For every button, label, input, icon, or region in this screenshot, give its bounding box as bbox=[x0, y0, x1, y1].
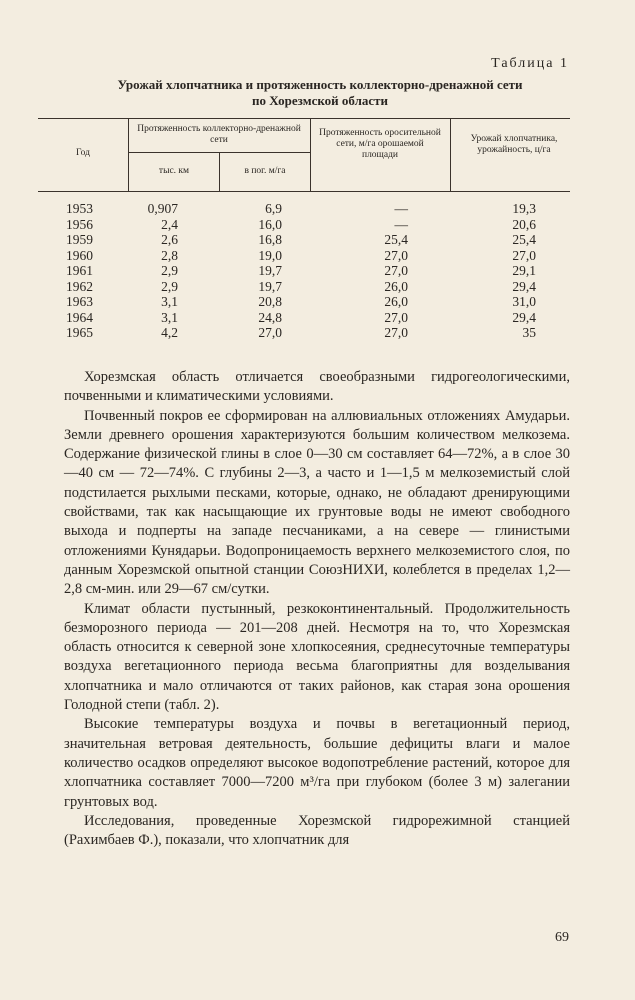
table-row bbox=[38, 201, 570, 217]
table-row bbox=[38, 217, 570, 233]
cell-km: 3,1 bbox=[161, 309, 178, 325]
cell-yield: 27,0 bbox=[512, 247, 536, 263]
body-text bbox=[64, 368, 570, 850]
cell-year: 1956 bbox=[66, 216, 93, 232]
paragraph: Хорезмская область отличается своеобразными гидрогеологическими, почвенными и климатическими условиями. bbox=[64, 369, 570, 405]
cell-pog: 24,8 bbox=[258, 309, 282, 325]
cell-yield: 29,1 bbox=[512, 263, 536, 278]
cell-yield: 29,4 bbox=[512, 309, 536, 325]
page-number: 69 bbox=[555, 930, 569, 945]
table-row bbox=[38, 310, 570, 326]
cell-irrigation: 27,0 bbox=[384, 325, 408, 340]
table-row bbox=[38, 294, 570, 310]
cell-km: 2,8 bbox=[161, 247, 178, 263]
cell-yield: 31,0 bbox=[512, 294, 536, 309]
table-header-rule bbox=[38, 191, 570, 192]
table-body bbox=[38, 201, 570, 341]
table-label: Таблица 1 bbox=[491, 56, 569, 71]
cell-pog: 19,0 bbox=[258, 247, 282, 263]
cell-km: 2,6 bbox=[161, 232, 178, 247]
cell-year: 1962 bbox=[66, 278, 93, 294]
cell-km: 4,2 bbox=[161, 325, 178, 340]
cell-year: 1959 bbox=[66, 232, 93, 247]
table-title bbox=[40, 77, 600, 109]
header-collector-group: Протяженность коллекторно-дренажной сети bbox=[137, 124, 301, 145]
cell-km: 0,907 bbox=[147, 201, 178, 216]
cell-km: 3,1 bbox=[161, 294, 178, 309]
paragraph: Почвенный покров ее сформирован на аллювиальных отложениях Амударьи. Земли древнего орошения характеризуются большим количеством мелкозема. Содержание физической глины в слое 0—30 см составляет 64—72%, а в слое 30—40 см — 72—74%. С глубины 2—3, а часто и 1—1,5 м мелкоземистый слой подстилается рыхлыми песками, которые, однако, не обладают дренирующими свойствами, так как насыщающие их грунтовые воды не имеют свободного выхода и подперты на западе песчаниками, а на севере — глинистыми отложениями Кунядарьи. Водопроницаемость верхнего мелкоземистого слоя, по данным Хорезмской опытной станции СоюзНИХИ, колеблется в пределах 1,2—2,8 см-мин. или 29—67 см/сутки. bbox=[64, 407, 570, 598]
cell-pog: 27,0 bbox=[258, 325, 282, 340]
cell-irrigation: 26,0 bbox=[384, 278, 408, 294]
cell-year: 1965 bbox=[66, 325, 93, 340]
table-row bbox=[38, 263, 570, 279]
cell-yield: 20,6 bbox=[512, 216, 536, 232]
header-pog: в пог. м/га bbox=[244, 166, 286, 176]
table-row bbox=[38, 325, 570, 341]
cell-yield: 35 bbox=[522, 325, 536, 340]
table-col-divider bbox=[450, 118, 451, 191]
cell-km: 2,4 bbox=[161, 216, 178, 232]
cell-yield: 19,3 bbox=[512, 201, 536, 216]
cell-km: 2,9 bbox=[161, 263, 178, 278]
cell-irrigation: 27,0 bbox=[384, 309, 408, 325]
header-irrigation: Протяженность оросительной сети, м/га орошаемой площади bbox=[319, 128, 441, 160]
table-col-divider bbox=[219, 152, 220, 191]
cell-irrigation: 27,0 bbox=[384, 247, 408, 263]
cell-year: 1961 bbox=[66, 263, 93, 278]
table-title-line: по Хорезмской области bbox=[251, 93, 389, 108]
cell-irrigation: 25,4 bbox=[384, 232, 408, 247]
cell-pog: 16,0 bbox=[258, 216, 282, 232]
cell-pog: 20,8 bbox=[258, 294, 282, 309]
table-title-line: Урожай хлопчатника и протяженность коллекторно-дренажной сети bbox=[117, 77, 523, 92]
table-row bbox=[38, 248, 570, 264]
table-col-divider bbox=[128, 118, 129, 191]
cell-yield: 29,4 bbox=[512, 278, 536, 294]
cell-year: 1960 bbox=[66, 247, 93, 263]
table-row bbox=[38, 232, 570, 248]
header-year: Год bbox=[76, 148, 90, 158]
paragraph: Высокие температуры воздуха и почвы в вегетационный период, значительная ветровая деятельность, большие дефициты влаги и малое количество осадков определяют высокое водопотребление растений, которое для хлопчатника составляет 7000—7200 м³/га при глубоком (более 3 м) залегании грунтовых вод. bbox=[64, 716, 570, 810]
paragraph: Исследования, проведенные Хорезмской гидрорежимной станцией (Рахимбаев Ф.), показали, что хлопчатник для bbox=[64, 812, 570, 849]
cell-yield: 25,4 bbox=[512, 232, 536, 247]
table-top-rule bbox=[38, 118, 570, 119]
paragraph: Климат области пустынный, резкоконтинентальный. Продолжительность безморозного периода — 201—208 дней. Несмотря на то, что Хорезмская область относится к северной зоне хлопкосеяния, среднесуточные температуры воздуха вегетационного периода весьма благоприятны для возделывания хлопчатника и мало отличаются от таких районов, как старая зона орошения Голодной степи (табл. 2). bbox=[64, 600, 570, 714]
cell-year: 1964 bbox=[66, 309, 93, 325]
cell-irrigation: — bbox=[394, 201, 408, 216]
cell-km: 2,9 bbox=[161, 278, 178, 294]
header-yield: Урожай хлопчатника, урожайность, ц/га bbox=[470, 134, 558, 155]
table-row bbox=[38, 279, 570, 295]
cell-irrigation: 27,0 bbox=[384, 263, 408, 278]
cell-pog: 19,7 bbox=[258, 278, 282, 294]
cell-pog: 16,8 bbox=[258, 232, 282, 247]
cell-year: 1963 bbox=[66, 294, 93, 309]
header-km: тыс. км bbox=[158, 166, 190, 176]
cell-irrigation: — bbox=[394, 216, 408, 232]
table-col-divider bbox=[310, 118, 311, 191]
cell-pog: 6,9 bbox=[265, 201, 282, 216]
cell-year: 1953 bbox=[66, 201, 93, 216]
cell-irrigation: 26,0 bbox=[384, 294, 408, 309]
cell-pog: 19,7 bbox=[258, 263, 282, 278]
